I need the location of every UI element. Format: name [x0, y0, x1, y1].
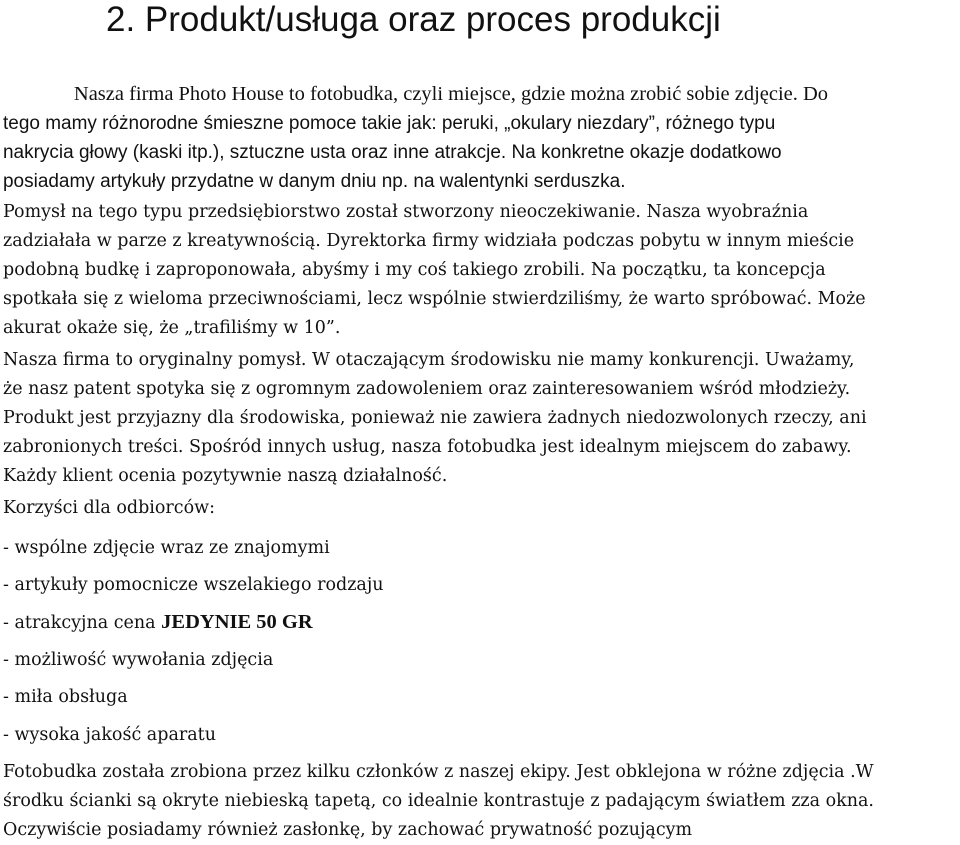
- text-run: zadziałała w parze z kreatywnością.: [3, 231, 321, 251]
- text-line: [3, 227, 957, 256]
- text-line: tego mamy różnorodne śmieszne pomoce takie jak: peruki, „okulary niezdary”, różnego typu: [3, 113, 776, 134]
- text-run: spotkała się z wieloma przeciwnościami, lecz wspólnie stwierdziliśmy, że warto spróbować.: [3, 289, 813, 309]
- text-run: Na początku, ta koncepcja: [585, 260, 826, 280]
- benefits-title: Korzyści dla odbiorców:: [3, 498, 215, 518]
- text-line: [3, 256, 957, 285]
- text-run: podobną budkę i zaproponowała, abyśmy i my coś takiego zrobili.: [3, 260, 586, 280]
- text-line: [3, 138, 957, 167]
- text-line: Nasza firma Photo House to fotobudka, czyli miejsce, gdzie można zrobić sobie zdjęcie. Do: [73, 83, 829, 105]
- text-line: Produkt jest przyjazny dla środowiska, ponieważ nie zawiera żadnych niedozwolonych rzeczy, ani: [3, 408, 867, 428]
- text-line: że nasz patent spotyka się z ogromnym zadowoleniem oraz zainteresowaniem wśród młodzieży.: [3, 379, 851, 399]
- list-item: - artykuły pomocnicze wszelakiego rodzaju: [3, 575, 384, 595]
- list-item: - możliwość wywołania zdjęcia: [3, 650, 274, 670]
- list-item-text: - atrakcyjna cena: [3, 613, 162, 633]
- text-run: Nasza firma to oryginalny pomysł.: [3, 350, 307, 370]
- text-line: środku ścianki są okryte niebieską tapetą, co idealnie kontrastuje z padającym światłem zza okna.: [3, 791, 874, 811]
- list-item: - wysoka jakość aparatu: [3, 725, 216, 745]
- text-line: Każdy klient ocenia pozytywnie naszą działalność.: [3, 466, 448, 486]
- paragraph-intro: [3, 80, 958, 196]
- text-line: akurat okaże się, że „trafiliśmy w 10”.: [3, 318, 341, 338]
- text-line: Pomysł na tego typu przedsiębiorstwo został stworzony nieoczekiwanie. Nasza wyobraźnia: [3, 202, 809, 222]
- paragraph-booth-description: [3, 758, 958, 845]
- text-run: W otaczającym środowisku nie mamy konkurencji. Uważamy,: [306, 350, 855, 370]
- section-heading: 2. Produkt/usługa oraz proces produkcji: [106, 0, 721, 39]
- text-run: Dyrektorka firmy widziała podczas pobytu w innym mieście: [320, 231, 855, 251]
- paragraph-origin: [3, 198, 958, 343]
- text-line: posiadamy artykuły przydatne w danym dniu np. na walentynki serduszka.: [3, 171, 626, 192]
- list-item: - miła obsługa: [3, 687, 128, 707]
- text-line: zabronionych treści. Spośród innych usług, nasza fotobudka jest idealnym miejscem do zabawy.: [3, 437, 852, 457]
- text-line: Fotobudka została zrobiona przez kilku członków z naszej ekipy. Jest obklejona w różne zdjęcia .W: [3, 762, 874, 782]
- text-run: nakrycia głowy (kaski itp.), sztuczne usta oraz inne atrakcje.: [3, 142, 507, 163]
- text-line: Oczywiście posiadamy również zasłonkę, by zachować prywatność pozującym: [3, 820, 693, 840]
- text-line: [3, 285, 957, 314]
- list-item: [3, 607, 313, 637]
- paragraph-concept: [3, 346, 958, 491]
- text-run: Może: [812, 289, 866, 309]
- list-item: - wspólne zdjęcie wraz ze znajomymi: [3, 538, 330, 558]
- text-line: [3, 346, 957, 375]
- price-highlight: JEDYNIE 50 GR: [161, 611, 313, 633]
- text-run: Na konkretne okazje dodatkowo: [506, 142, 782, 163]
